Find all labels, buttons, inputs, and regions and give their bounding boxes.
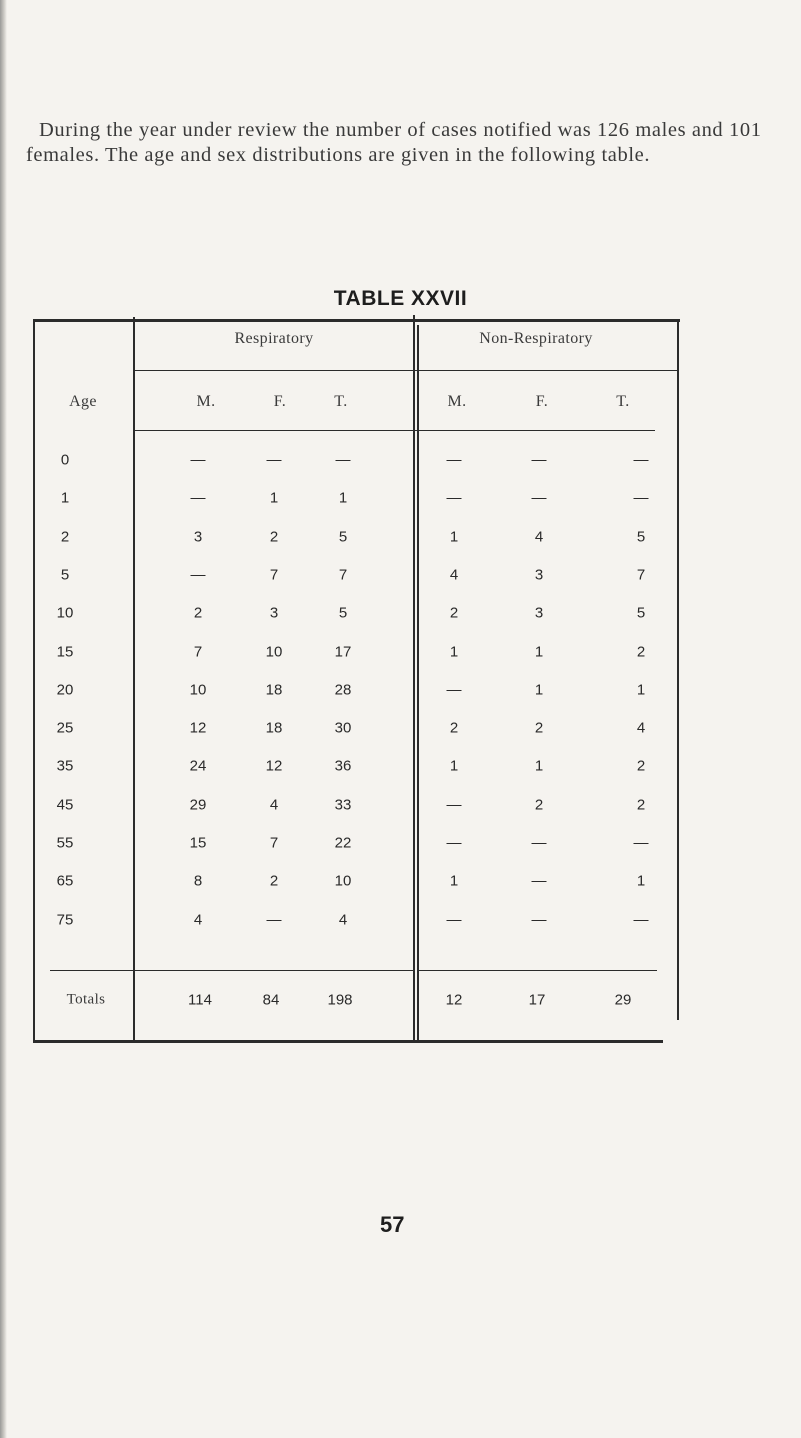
- totals-resp-f: 84: [262, 991, 280, 1009]
- row-resp-t: 4: [338, 911, 348, 929]
- totals-resp-t: 198: [327, 991, 353, 1009]
- row-resp-m: 4: [193, 911, 203, 929]
- row-resp-m: —: [190, 566, 206, 584]
- row-age: 20: [56, 681, 74, 699]
- header-non-m: M.: [447, 393, 467, 410]
- group-divider-a: [413, 315, 415, 1041]
- row-resp-f: —: [266, 451, 282, 469]
- row-non-f: 3: [534, 566, 544, 584]
- row-resp-t: 5: [338, 604, 348, 622]
- row-resp-m: 7: [193, 643, 203, 660]
- row-non-t: 2: [636, 643, 646, 660]
- row-non-f: —: [531, 489, 547, 507]
- row-resp-m: 29: [189, 796, 207, 814]
- row-resp-m: —: [190, 451, 206, 469]
- row-non-f: 2: [534, 719, 544, 737]
- row-non-m: —: [446, 489, 462, 507]
- row-resp-m: 24: [189, 757, 207, 775]
- row-age: 0: [60, 451, 70, 469]
- group-divider-b: [417, 325, 419, 1041]
- row-non-f: 4: [534, 528, 544, 546]
- row-non-m: 2: [449, 604, 459, 622]
- row-resp-f: 7: [269, 566, 279, 584]
- header-respiratory: Respiratory: [234, 330, 314, 347]
- row-age: 1: [60, 489, 70, 507]
- totals-non-t: 29: [614, 991, 632, 1009]
- row-age: 75: [56, 911, 74, 929]
- row-non-f: —: [531, 872, 547, 890]
- row-non-m: 2: [449, 719, 459, 737]
- totals-non-f: 17: [528, 991, 546, 1009]
- row-non-m: 1: [449, 757, 459, 775]
- row-non-f: 1: [534, 681, 544, 699]
- row-non-t: —: [633, 911, 649, 929]
- row-age: 25: [56, 719, 74, 737]
- row-resp-t: 17: [334, 643, 352, 660]
- row-non-f: —: [531, 451, 547, 469]
- row-non-m: 1: [449, 872, 459, 890]
- row-resp-m: 15: [189, 834, 207, 852]
- row-non-m: 4: [449, 566, 459, 584]
- header-age: Age: [69, 393, 97, 410]
- data-table: [30, 0, 680, 1438]
- row-non-t: 5: [636, 604, 646, 622]
- age-column-divider: [133, 317, 135, 1041]
- row-age: 45: [56, 796, 74, 814]
- row-resp-t: 30: [334, 719, 352, 737]
- row-non-f: 1: [534, 757, 544, 775]
- table-top-rule: [33, 319, 680, 322]
- row-age: 10: [56, 604, 74, 622]
- header-non-f: F.: [535, 393, 549, 410]
- row-resp-f: 7: [269, 834, 279, 852]
- row-age: 15: [56, 643, 74, 660]
- table-left-border: [33, 320, 35, 1041]
- row-resp-t: 7: [338, 566, 348, 584]
- row-age: 65: [56, 872, 74, 890]
- header-resp-t: T.: [334, 393, 348, 410]
- row-resp-t: 5: [338, 528, 348, 546]
- row-non-f: 1: [534, 643, 544, 660]
- row-non-t: 1: [636, 872, 646, 890]
- row-non-f: 3: [534, 604, 544, 622]
- column-header-rule: [135, 430, 655, 431]
- row-resp-f: 2: [269, 872, 279, 890]
- row-resp-m: 12: [189, 719, 207, 737]
- totals-resp-m: 114: [188, 991, 212, 1009]
- row-non-t: —: [633, 834, 649, 852]
- row-resp-t: 22: [334, 834, 352, 852]
- row-resp-m: 10: [189, 681, 207, 699]
- row-resp-f: 18: [265, 681, 283, 699]
- row-non-m: —: [446, 911, 462, 929]
- row-age: 35: [56, 757, 74, 775]
- page-edge-shadow: [0, 0, 7, 1438]
- row-non-f: 2: [534, 796, 544, 814]
- header-non-t: T.: [616, 393, 630, 410]
- row-resp-m: 3: [193, 528, 203, 546]
- row-resp-m: 8: [193, 872, 203, 890]
- row-non-t: —: [633, 489, 649, 507]
- row-resp-f: 18: [265, 719, 283, 737]
- row-non-t: 7: [636, 566, 646, 584]
- row-non-m: 1: [449, 643, 459, 660]
- group-header-rule: [135, 370, 677, 371]
- row-resp-m: 2: [193, 604, 203, 622]
- row-resp-t: 28: [334, 681, 352, 699]
- table-title: TABLE XXVII: [333, 287, 468, 310]
- row-resp-t: 36: [334, 757, 352, 775]
- row-non-m: —: [446, 834, 462, 852]
- header-resp-m: M.: [196, 393, 216, 410]
- row-age: 2: [60, 528, 70, 546]
- row-non-m: —: [446, 451, 462, 469]
- row-age: 55: [56, 834, 74, 852]
- row-non-f: —: [531, 834, 547, 852]
- table-right-border: [677, 320, 679, 1020]
- page-number: 57: [380, 1212, 405, 1237]
- row-resp-f: 4: [269, 796, 279, 814]
- totals-non-m: 12: [445, 991, 463, 1009]
- row-resp-f: 2: [269, 528, 279, 546]
- row-non-f: —: [531, 911, 547, 929]
- row-resp-t: 10: [334, 872, 352, 890]
- row-resp-t: —: [335, 451, 351, 469]
- row-non-t: 4: [636, 719, 646, 737]
- row-resp-f: 1: [269, 489, 279, 507]
- table-bottom-rule: [33, 1040, 663, 1043]
- row-resp-t: 1: [338, 489, 348, 507]
- row-non-t: 2: [636, 796, 646, 814]
- row-resp-f: 3: [269, 604, 279, 622]
- totals-rule-right: [417, 970, 657, 971]
- totals-rule-left: [50, 970, 413, 971]
- row-non-t: 1: [636, 681, 646, 699]
- row-non-m: 1: [449, 528, 459, 546]
- row-non-t: 2: [636, 757, 646, 775]
- totals-label: Totals: [66, 991, 106, 1008]
- header-non-respiratory: Non-Respiratory: [479, 330, 593, 347]
- intro-text: During the year under review the number of cases notified was 126 males and 101 females. The age and sex distributions are given in the following table.: [26, 119, 762, 166]
- row-non-t: —: [633, 451, 649, 469]
- header-resp-f: F.: [273, 393, 287, 410]
- row-resp-t: 33: [334, 796, 352, 814]
- row-resp-f: 12: [265, 757, 283, 775]
- row-non-m: —: [446, 796, 462, 814]
- row-resp-m: —: [190, 489, 206, 507]
- row-non-t: 5: [636, 528, 646, 546]
- row-resp-f: 10: [265, 643, 283, 660]
- row-resp-f: —: [266, 911, 282, 929]
- row-non-m: —: [446, 681, 462, 699]
- row-age: 5: [60, 566, 70, 584]
